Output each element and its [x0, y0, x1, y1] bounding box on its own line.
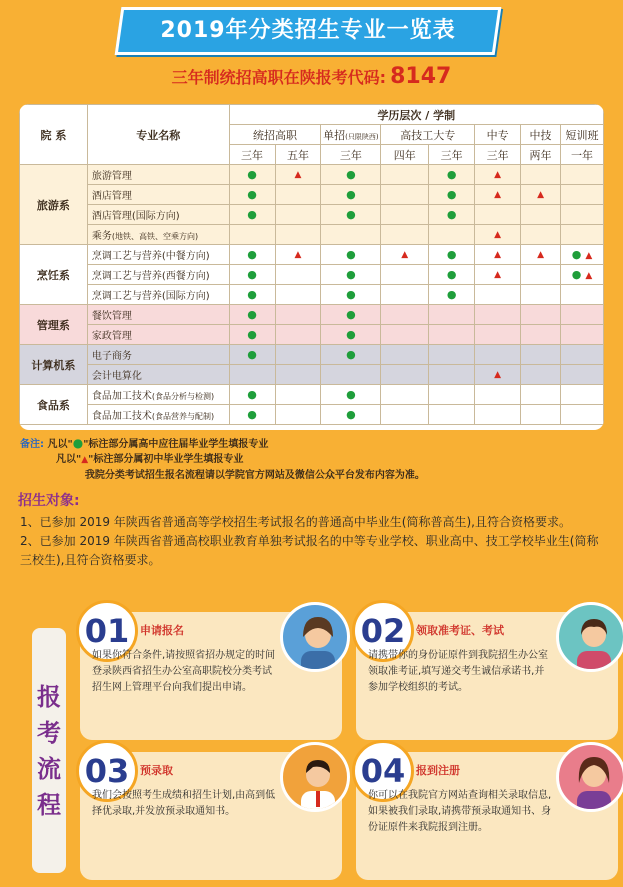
level-danzhao: 单招(只限陕西) — [321, 125, 381, 145]
recruit-item: 2、已参加 2019 年陕西省普通高校职业教育单独考试报名的中等专业学校、职业高中、技工学校毕业生(简称三校生),且符合资格要求。 — [20, 534, 599, 567]
notes-label: 备注: — [20, 439, 44, 450]
level-zhongji: 中技 — [521, 125, 561, 145]
major-cell: 电子商务 — [87, 345, 229, 365]
mark-cell — [429, 345, 475, 365]
table-row — [20, 185, 604, 205]
green-dot-icon: ● — [446, 188, 457, 201]
green-dot-icon: ● — [346, 288, 356, 301]
major-cell: 烹调工艺与营养(中餐方向) — [87, 245, 229, 265]
mark-cell — [429, 165, 475, 185]
mark-cell — [381, 385, 429, 405]
table-row — [20, 245, 604, 265]
mark-cell — [381, 285, 429, 305]
mark-cell — [229, 385, 275, 405]
mark-cell — [321, 345, 381, 365]
major-cell: 乘务(地铁、高铁、空乘方向) — [87, 225, 229, 245]
mark-cell — [560, 265, 603, 285]
step-number: 01 — [76, 600, 138, 662]
dept-cell: 烹饪系 — [20, 245, 88, 305]
mark-cell — [429, 325, 475, 345]
step-body: 我们会按照考生成绩和招生计划,由高到低择优录取,并发放预录取通知书。 — [92, 790, 276, 817]
green-dot-icon: ● — [247, 248, 257, 261]
mark-cell — [381, 345, 429, 365]
woman-avatar-icon — [556, 742, 623, 812]
male-staff-avatar-icon — [280, 742, 350, 812]
table-row — [20, 365, 604, 385]
green-dot-icon: ● — [346, 388, 356, 401]
mark-cell — [560, 225, 603, 245]
mark-cell — [229, 325, 275, 345]
recruit-title: 招生对象: — [18, 493, 80, 509]
mark-cell — [275, 325, 321, 345]
mark-cell — [560, 305, 603, 325]
mark-cell — [321, 225, 381, 245]
major-cell: 餐饮管理 — [87, 305, 229, 325]
dept-cell: 食品系 — [20, 385, 88, 425]
recruit-list — [20, 513, 610, 570]
mark-cell — [521, 405, 561, 425]
dept-cell: 计算机系 — [20, 345, 88, 385]
table-row — [20, 285, 604, 305]
female-agent-avatar-icon — [280, 602, 350, 672]
mark-cell — [229, 265, 275, 285]
mark-cell — [521, 165, 561, 185]
mark-cell — [521, 325, 561, 345]
green-dot-icon: ● — [346, 308, 356, 321]
mark-cell — [321, 185, 381, 205]
table-row — [20, 345, 604, 365]
red-triangle-icon: ▲ — [494, 270, 502, 280]
table-row — [20, 265, 604, 285]
duration-cell: 五年 — [275, 145, 321, 165]
mark-cell — [560, 245, 603, 265]
notes — [20, 436, 425, 484]
mark-cell — [321, 285, 381, 305]
mark-cell — [521, 305, 561, 325]
major-cell: 酒店管理(国际方向) — [87, 205, 229, 225]
green-dot-icon: ● — [571, 248, 582, 261]
duration-cell: 三年 — [321, 145, 381, 165]
red-triangle-icon: ▲ — [537, 190, 544, 200]
mark-cell — [429, 245, 475, 265]
mark-cell — [381, 165, 429, 185]
mark-cell — [229, 345, 275, 365]
step-body: 如果你符合条件,请按照省招办规定的时间登录陕西省招生办公室高职院校分类考试招生网上管理平台向我们提出申请。 — [92, 650, 276, 693]
duration-cell: 四年 — [381, 145, 429, 165]
mark-cell — [560, 165, 603, 185]
exam-code-line — [0, 64, 623, 89]
major-cell: 酒店管理 — [87, 185, 229, 205]
mark-cell — [475, 165, 521, 185]
recruit-item: 1、已参加 2019 年陕西省普通高等学校招生考试报名的普通高中毕业生(简称普高生),且符合资格要求。 — [20, 515, 571, 529]
green-dot-icon: ● — [446, 288, 457, 301]
mark-cell — [560, 385, 603, 405]
green-dot-icon: ● — [247, 328, 257, 341]
step-card-3 — [80, 752, 342, 880]
major-cell: 会计电算化 — [87, 365, 229, 385]
green-dot-icon: ● — [247, 348, 257, 361]
mark-cell — [429, 225, 475, 245]
green-dot-icon: ● — [571, 268, 582, 281]
table-row — [20, 305, 604, 325]
mark-cell — [229, 405, 275, 425]
red-triangle-icon: ▲ — [294, 250, 302, 260]
green-dot-icon: ● — [446, 248, 457, 261]
mark-cell — [229, 305, 275, 325]
mark-cell — [275, 305, 321, 325]
mark-cell — [429, 365, 475, 385]
step-card-1 — [80, 612, 342, 740]
mark-cell — [229, 245, 275, 265]
green-dot-icon: ● — [247, 388, 257, 401]
mark-cell — [475, 285, 521, 305]
green-dot-icon: ● — [346, 208, 356, 221]
teacher-avatar-icon — [556, 602, 623, 672]
mark-cell — [381, 365, 429, 385]
duration-cell: 三年 — [475, 145, 521, 165]
mark-cell — [275, 385, 321, 405]
mark-cell — [560, 345, 603, 365]
mark-cell — [321, 245, 381, 265]
mark-cell — [521, 185, 561, 205]
level-tongzhao: 统招高职 — [229, 125, 321, 145]
mark-cell — [275, 225, 321, 245]
page-title: 2019年分类招生专业一览表 — [160, 18, 456, 43]
red-triangle-icon: ▲ — [494, 170, 502, 180]
note-text: 凡以" — [47, 439, 73, 450]
step-number: 03 — [76, 740, 138, 802]
green-dot-icon: ● — [72, 436, 84, 450]
mark-cell — [475, 245, 521, 265]
mark-cell — [229, 185, 275, 205]
mark-cell — [275, 345, 321, 365]
mark-cell — [521, 345, 561, 365]
note-text: "标注部分属初中毕业学生填报专业 — [88, 454, 244, 465]
mark-cell — [429, 405, 475, 425]
red-triangle-icon: ▲ — [537, 250, 544, 260]
major-cell: 烹调工艺与营养(国际方向) — [87, 285, 229, 305]
table-row — [20, 385, 604, 405]
table-row — [20, 205, 604, 225]
table-row — [20, 225, 604, 245]
majors-table — [19, 104, 604, 425]
mark-cell — [521, 285, 561, 305]
mark-cell — [429, 265, 475, 285]
green-dot-icon: ● — [346, 268, 356, 281]
step-title: 预录取 — [140, 764, 173, 777]
mark-cell — [475, 205, 521, 225]
mark-cell — [275, 185, 321, 205]
mark-cell — [521, 365, 561, 385]
step-number: 02 — [352, 600, 414, 662]
header-dept: 院 系 — [20, 105, 88, 165]
mark-cell — [381, 325, 429, 345]
mark-cell — [560, 205, 603, 225]
mark-cell — [381, 225, 429, 245]
mark-cell — [321, 365, 381, 385]
major-cell: 烹调工艺与营养(西餐方向) — [87, 265, 229, 285]
mark-cell — [275, 205, 321, 225]
mark-cell — [475, 345, 521, 365]
green-dot-icon: ● — [247, 408, 257, 421]
mark-cell — [321, 305, 381, 325]
mark-cell — [381, 405, 429, 425]
red-triangle-icon: ▲ — [585, 271, 593, 281]
mark-cell — [229, 225, 275, 245]
majors-table-card — [19, 104, 604, 430]
mark-cell — [521, 225, 561, 245]
mark-cell — [560, 285, 603, 305]
mark-cell — [275, 245, 321, 265]
green-dot-icon: ● — [346, 248, 356, 261]
mark-cell — [475, 325, 521, 345]
green-dot-icon: ● — [346, 408, 356, 421]
green-dot-icon: ● — [247, 308, 257, 321]
red-triangle-icon: ▲ — [294, 170, 302, 180]
green-dot-icon: ● — [346, 168, 356, 181]
green-dot-icon: ● — [346, 328, 356, 341]
note-text: 我院分类考试招生报名流程请以学院官方网站及微信公众平台发布内容为准。 — [84, 470, 425, 481]
mark-cell — [381, 245, 429, 265]
code-value: 8147 — [390, 64, 452, 89]
mark-cell — [429, 305, 475, 325]
mark-cell — [229, 285, 275, 305]
mark-cell — [560, 365, 603, 385]
header-levels: 学历层次 / 学制 — [229, 105, 603, 125]
duration-cell: 三年 — [429, 145, 475, 165]
header-major: 专业名称 — [87, 105, 229, 165]
step-title: 申请报名 — [140, 624, 184, 637]
title-banner — [118, 7, 498, 55]
mark-cell — [475, 365, 521, 385]
mark-cell — [275, 165, 321, 185]
mark-cell — [229, 205, 275, 225]
mark-cell — [429, 385, 475, 405]
mark-cell — [275, 365, 321, 385]
red-triangle-icon: ▲ — [401, 250, 409, 260]
mark-cell — [560, 185, 603, 205]
major-cell: 家政管理 — [87, 325, 229, 345]
mark-cell — [229, 365, 275, 385]
process-label: 报 考 流 程 — [32, 628, 66, 873]
green-dot-icon: ● — [247, 188, 257, 201]
mark-cell — [475, 385, 521, 405]
mark-cell — [475, 405, 521, 425]
mark-cell — [275, 285, 321, 305]
mark-cell — [381, 205, 429, 225]
green-dot-icon: ● — [247, 168, 257, 181]
mark-cell — [381, 305, 429, 325]
duration-cell: 三年 — [229, 145, 275, 165]
duration-cell: 两年 — [521, 145, 561, 165]
mark-cell — [275, 405, 321, 425]
note-text: 凡以" — [56, 454, 82, 465]
green-dot-icon: ● — [247, 288, 257, 301]
mark-cell — [321, 265, 381, 285]
step-card-2 — [356, 612, 618, 740]
mark-cell — [521, 205, 561, 225]
green-dot-icon: ● — [446, 208, 457, 221]
green-dot-icon: ● — [446, 268, 457, 281]
mark-cell — [275, 265, 321, 285]
mark-cell — [321, 205, 381, 225]
mark-cell — [560, 325, 603, 345]
level-zhongzhuan: 中专 — [475, 125, 521, 145]
red-triangle-icon: ▲ — [81, 455, 89, 465]
mark-cell — [475, 185, 521, 205]
code-label: 三年制统招高职在陕报考代码: — [171, 68, 387, 87]
green-dot-icon: ● — [247, 268, 257, 281]
step-title: 报到注册 — [416, 764, 460, 777]
mark-cell — [429, 185, 475, 205]
step-card-4 — [356, 752, 618, 880]
level-duanxun: 短训班 — [560, 125, 603, 145]
green-dot-icon: ● — [446, 168, 457, 181]
mark-cell — [321, 325, 381, 345]
major-cell: 食品加工技术(食品分析与检测) — [87, 385, 229, 405]
green-dot-icon: ● — [346, 188, 356, 201]
green-dot-icon: ● — [346, 348, 356, 361]
step-title: 领取准考证、考试 — [416, 624, 504, 637]
dept-cell: 旅游系 — [20, 165, 88, 245]
table-row — [20, 165, 604, 185]
dept-cell: 管理系 — [20, 305, 88, 345]
mark-cell — [229, 165, 275, 185]
step-body: 你可以在我院官方网站查询相关录取信息,如果被我们录取,请携带预录取通知书、身份证原件来我院报到注册。 — [368, 790, 552, 833]
mark-cell — [429, 205, 475, 225]
mark-cell — [475, 225, 521, 245]
step-number: 04 — [352, 740, 414, 802]
duration-cell: 一年 — [560, 145, 603, 165]
mark-cell — [381, 265, 429, 285]
major-cell: 旅游管理 — [87, 165, 229, 185]
major-cell: 食品加工技术(食品营养与配制) — [87, 405, 229, 425]
note-text: "标注部分属高中应往届毕业学生填报专业 — [83, 439, 269, 450]
mark-cell — [381, 185, 429, 205]
mark-cell — [521, 245, 561, 265]
mark-cell — [429, 285, 475, 305]
level-gaoji: 高技工大专 — [381, 125, 475, 145]
mark-cell — [321, 405, 381, 425]
table-row — [20, 325, 604, 345]
step-body: 请携带你的身份证原件到我院招生办公室领取准考证,填写递交考生诚信承诺书,并参加学校组织的考试。 — [368, 650, 548, 693]
mark-cell — [475, 265, 521, 285]
table-row — [20, 405, 604, 425]
mark-cell — [321, 385, 381, 405]
mark-cell — [475, 305, 521, 325]
red-triangle-icon: ▲ — [494, 250, 502, 260]
green-dot-icon: ● — [247, 208, 257, 221]
mark-cell — [321, 165, 381, 185]
red-triangle-icon: ▲ — [585, 251, 593, 261]
red-triangle-icon: ▲ — [494, 370, 502, 380]
mark-cell — [560, 405, 603, 425]
mark-cell — [521, 265, 561, 285]
red-triangle-icon: ▲ — [494, 190, 502, 200]
mark-cell — [521, 385, 561, 405]
red-triangle-icon: ▲ — [494, 230, 502, 240]
